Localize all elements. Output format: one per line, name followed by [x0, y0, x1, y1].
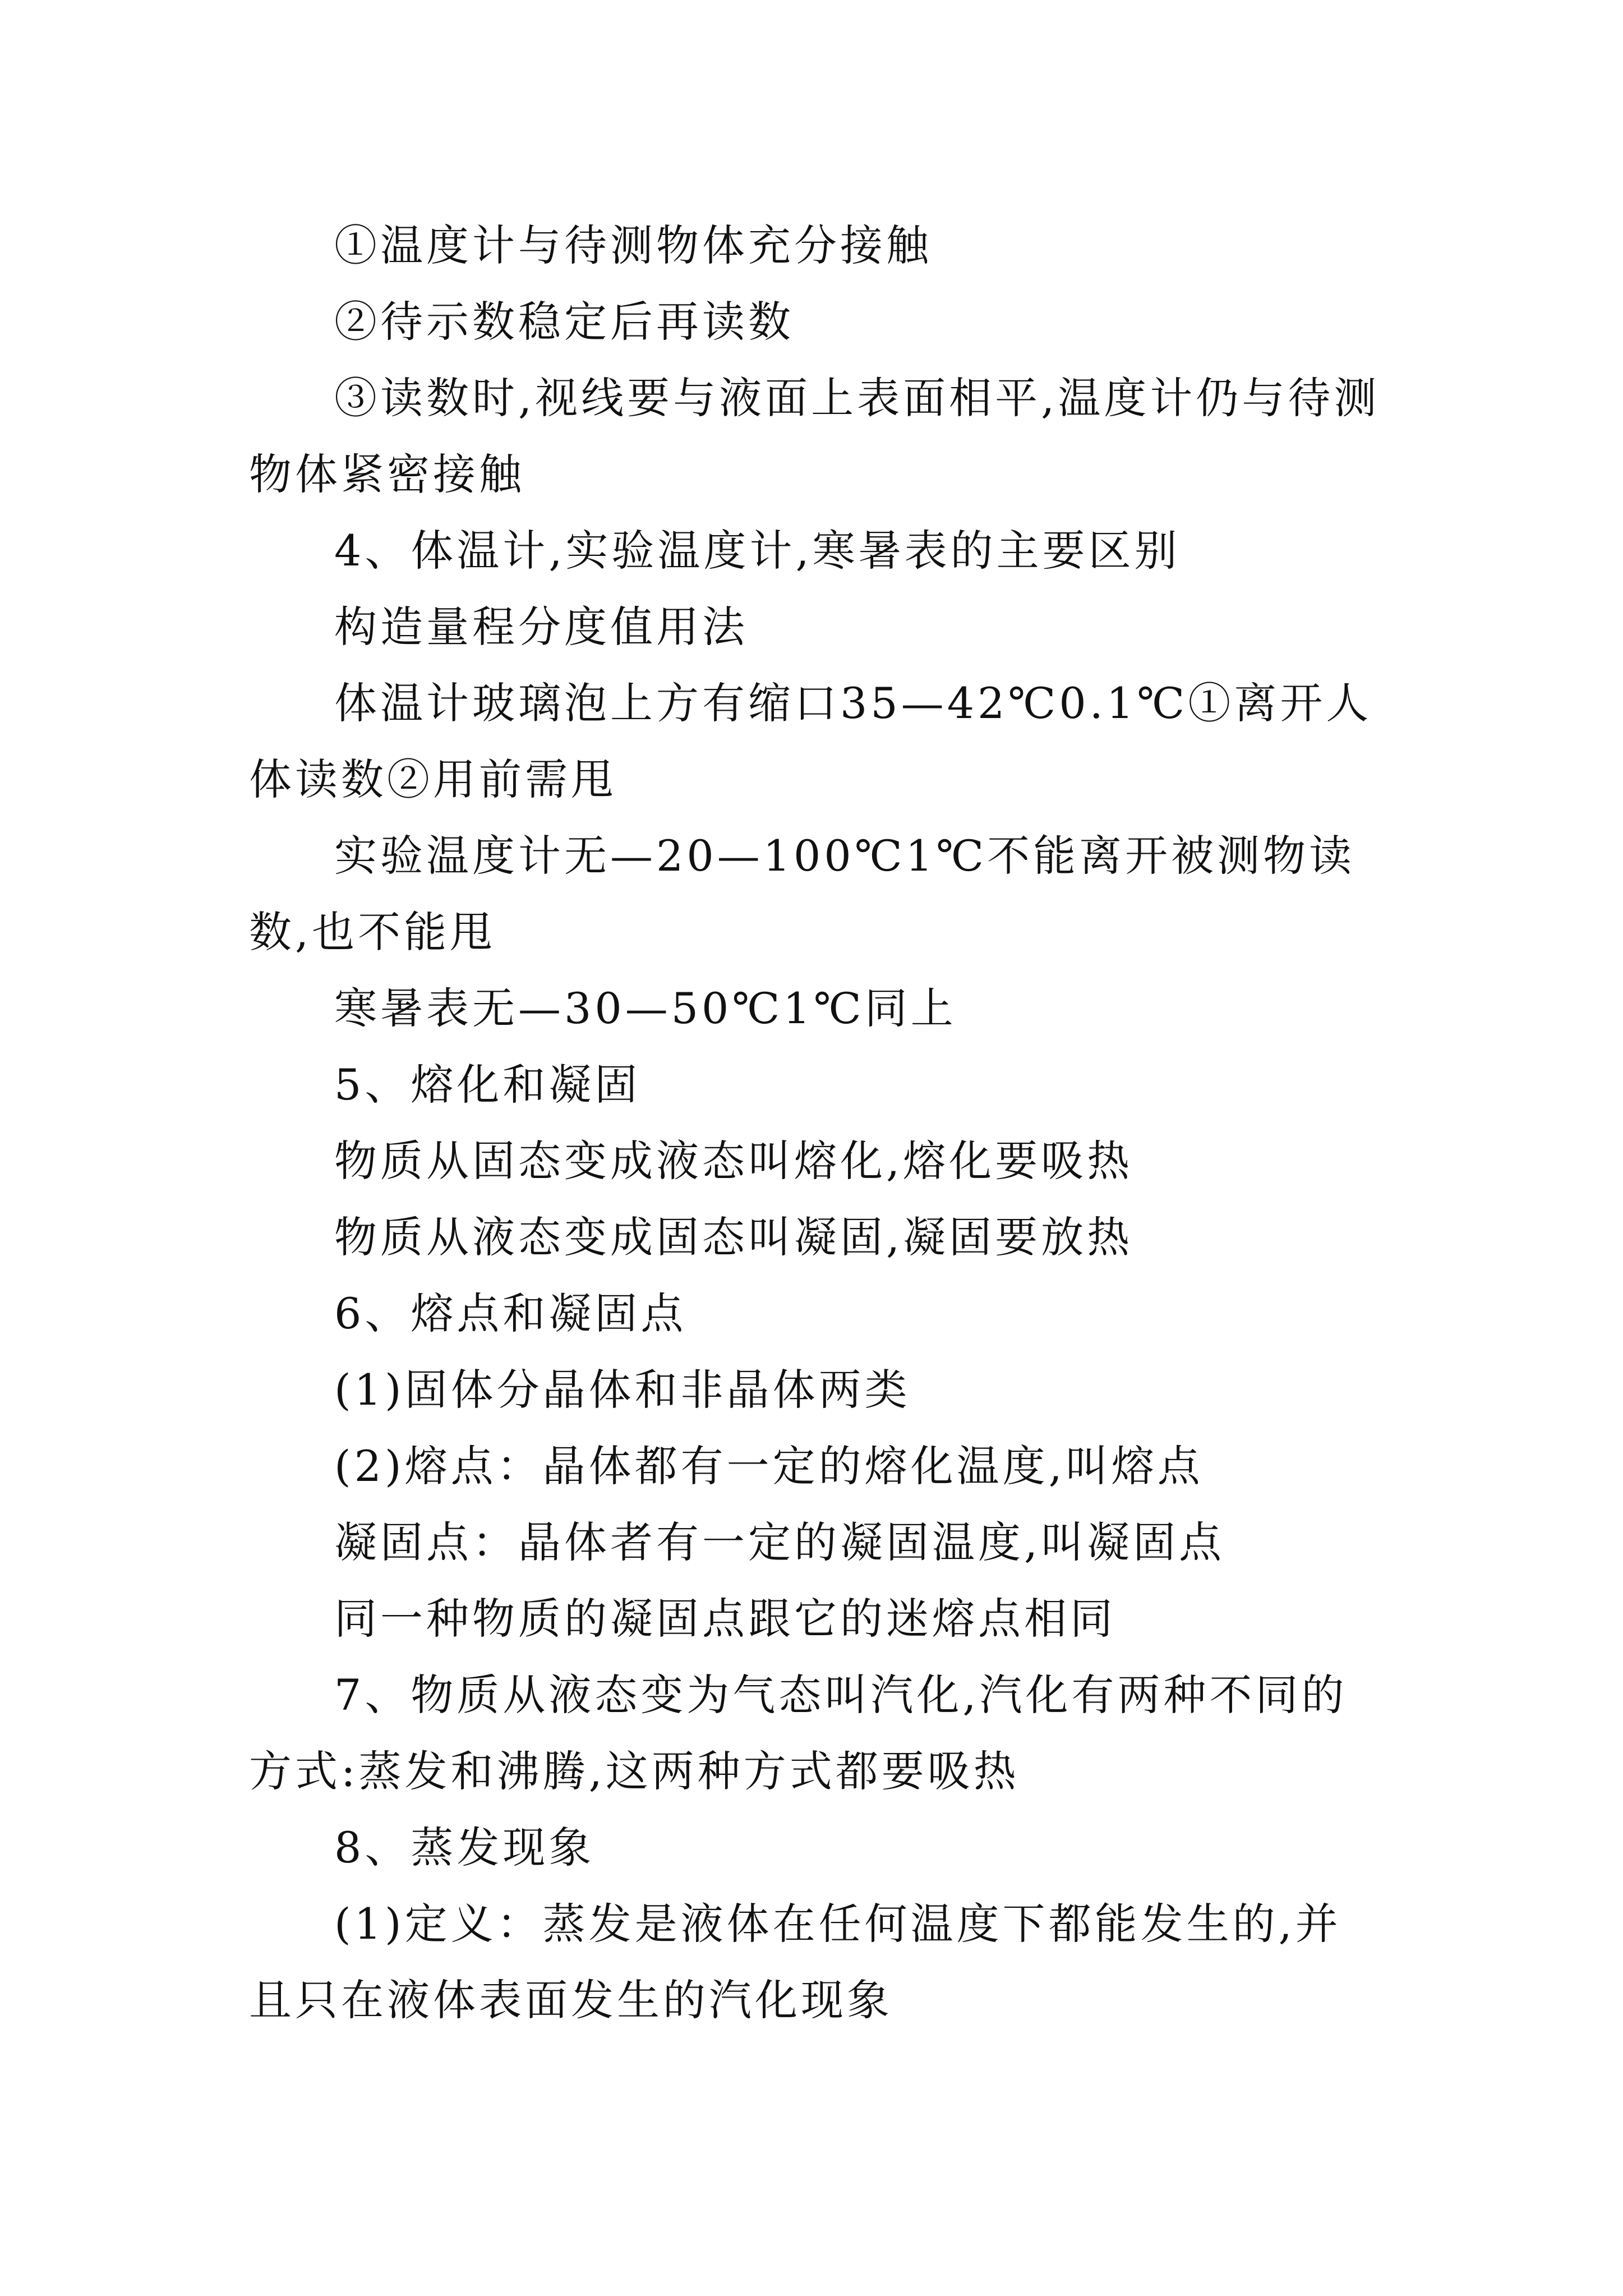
paragraph-section-6-heading: 6、熔点和凝固点 — [334, 1289, 687, 1338]
paragraph-section-5-heading: 5、熔化和凝固 — [334, 1060, 641, 1110]
paragraph-section-4-heading: 4、体温计,实验温度计,寒暑表的主要区别 — [334, 526, 1181, 576]
paragraph-solid-types: (1)固体分晶体和非晶体两类 — [334, 1365, 911, 1415]
paragraph-section-7-vaporization: 7、物质从液态变为气态叫汽化,汽化有两种不同的方式:蒸发和沸腾,这两种方式都要吸热 — [249, 1670, 1348, 1796]
paragraph-wait-stable-reading: ②待示数稳定后再读数 — [334, 297, 794, 347]
paragraph-same-point: 同一种物质的凝固点跟它的迷熔点相同 — [334, 1594, 1116, 1644]
paragraph-weather-thermometer: 寒暑表无—30—50℃1℃同上 — [334, 983, 957, 1033]
paragraph-clinical-thermometer: 体温计玻璃泡上方有缩口35—42℃0.1℃①离开人体读数②用前需甩 — [249, 678, 1372, 804]
paragraph-solidifying-definition: 物质从液态变成固态叫凝固,凝固要放热 — [334, 1212, 1133, 1262]
paragraph-melting-point: (2)熔点：晶体都有一定的熔化温度,叫熔点 — [334, 1441, 1204, 1491]
paragraph-comparison-header: 构造量程分度值用法 — [334, 602, 748, 652]
paragraph-thermometer-contact: ①温度计与待测物体充分接触 — [334, 220, 932, 270]
paragraph-melting-definition: 物质从固态变成液态叫熔化,熔化要吸热 — [334, 1136, 1133, 1186]
document-body — [249, 208, 1382, 2039]
paragraph-evaporation-definition: (1)定义：蒸发是液体在任何温度下都能发生的,并且只在液体表面发生的汽化现象 — [249, 1899, 1341, 2025]
paragraph-freezing-point: 凝固点：晶体者有一定的凝固温度,叫凝固点 — [334, 1517, 1225, 1567]
paragraph-section-8-heading: 8、蒸发现象 — [334, 1823, 595, 1872]
paragraph-lab-thermometer: 实验温度计无—20—100℃1℃不能离开被测物读数,也不能甩 — [249, 831, 1355, 957]
paragraph-reading-line-of-sight: ③读数时,视线要与液面上表面相平,温度计仍与待测物体紧密接触 — [249, 373, 1380, 499]
